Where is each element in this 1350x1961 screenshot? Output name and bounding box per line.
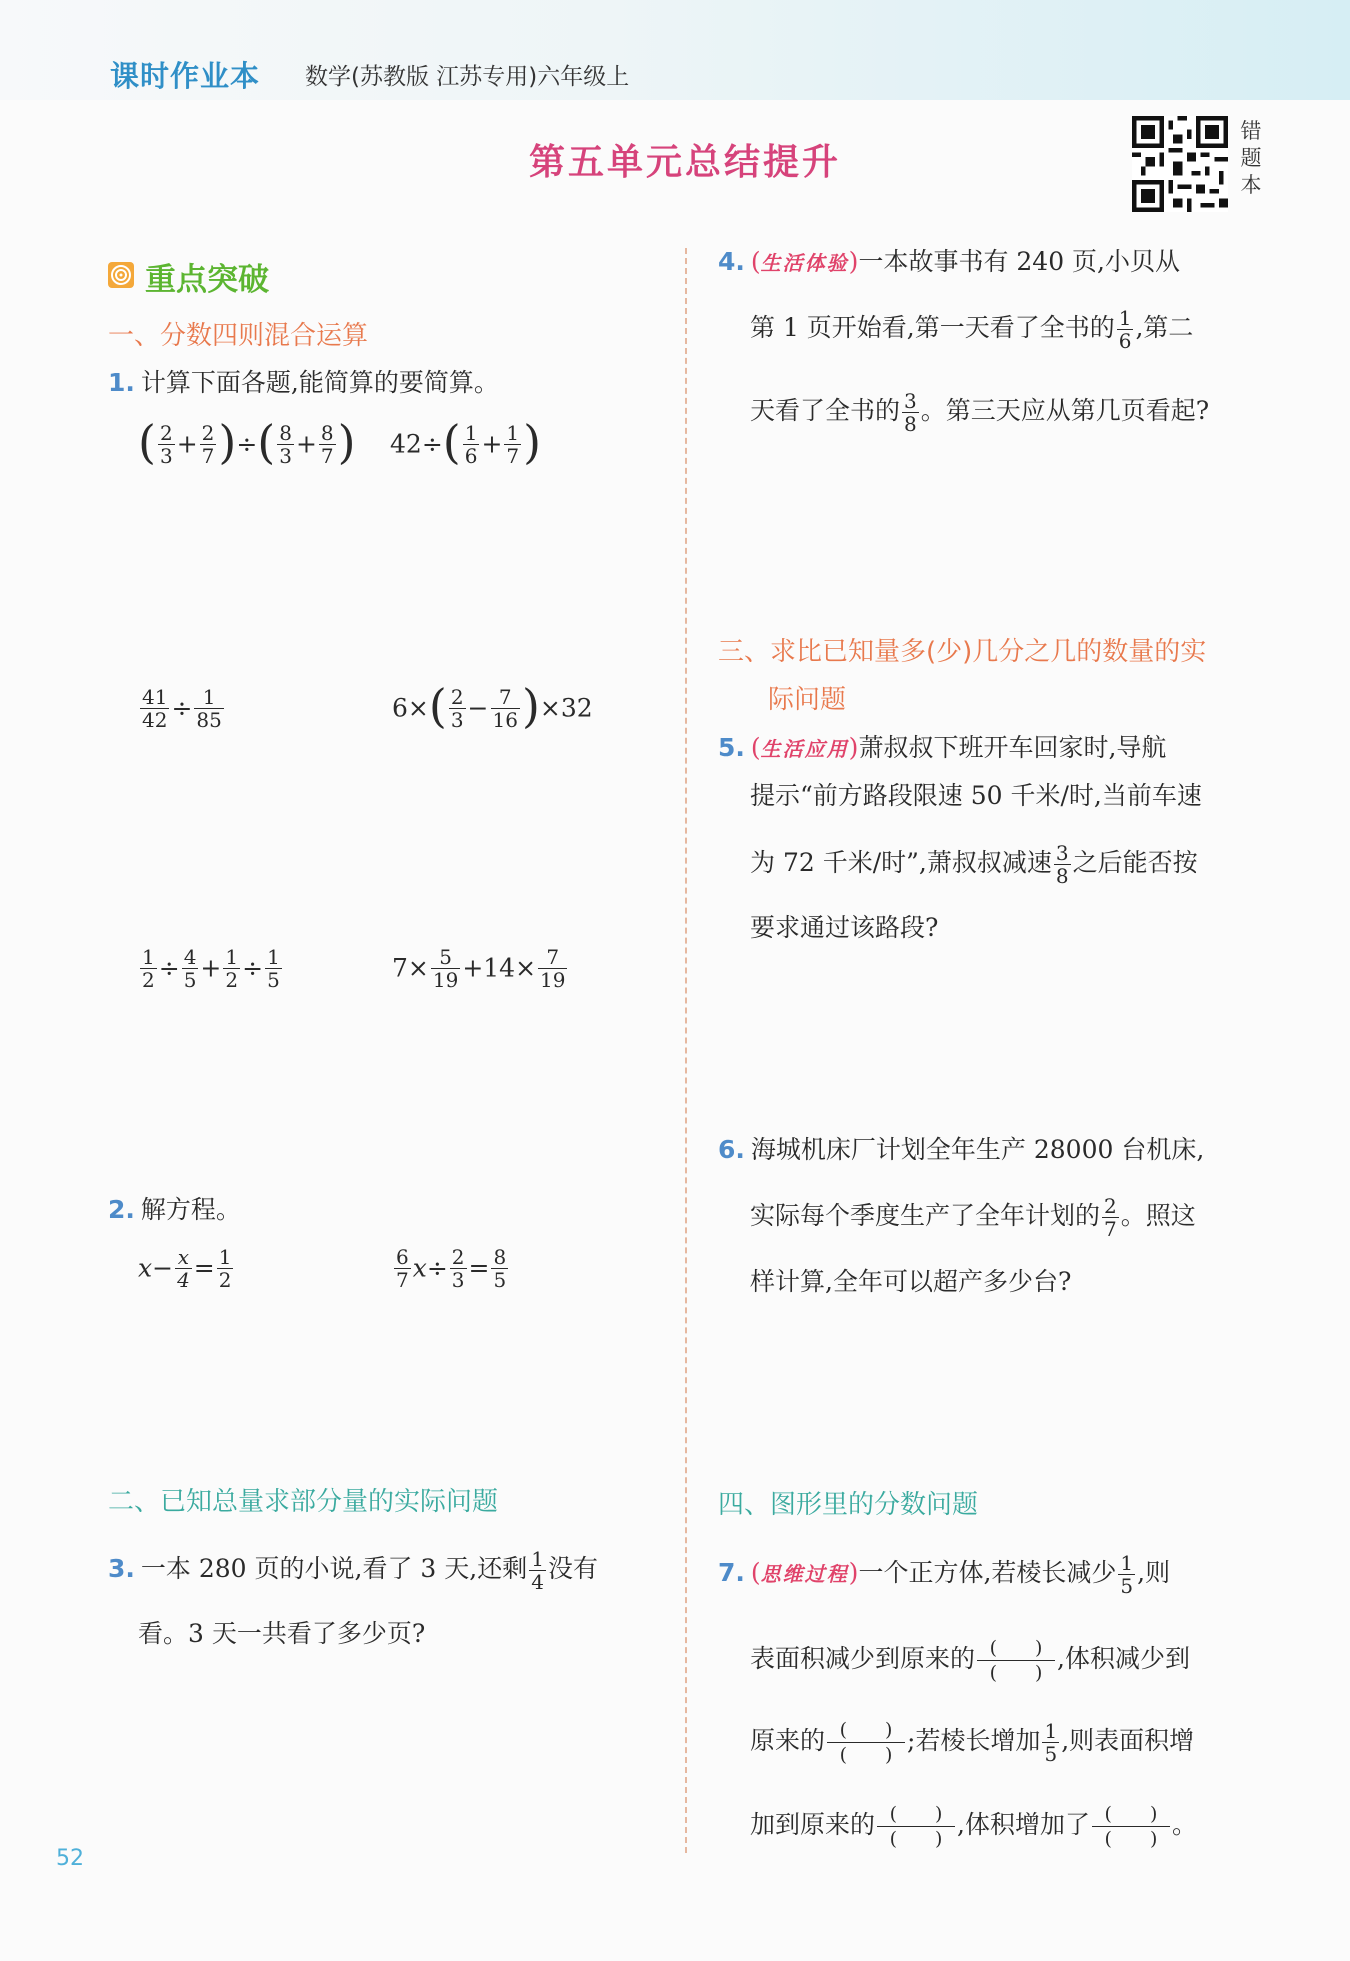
math-token: × xyxy=(407,693,429,723)
question-6-line-2 xyxy=(750,1195,1196,1240)
math-token: 8 xyxy=(279,421,292,445)
math-token: x xyxy=(412,1253,427,1283)
fraction xyxy=(223,946,240,991)
subsection-2-heading: 二、已知总量求部分量的实际问题 xyxy=(108,1487,499,1517)
math-token: 7 xyxy=(1104,1217,1117,1241)
math-token: 7 xyxy=(538,946,567,969)
question-1 xyxy=(108,363,499,403)
math-token: 1 xyxy=(142,945,155,969)
math-token: 加到原来的 xyxy=(750,1810,876,1839)
math-token: 1 xyxy=(194,686,223,709)
math-token: 6 xyxy=(392,693,408,723)
expression-1c xyxy=(138,686,226,731)
expression-1b xyxy=(390,414,542,469)
math-token: 3 xyxy=(904,389,917,413)
section-title: 重点突破 xyxy=(145,262,269,298)
math-token: 6 xyxy=(464,444,478,468)
tag-thinking-process: 思维过程 xyxy=(760,1562,849,1586)
math-token: 。第三天应从第几页看起? xyxy=(920,396,1210,425)
equation-2b xyxy=(392,1246,510,1291)
question-3-line-2: 看。3 天一共看了多少页? xyxy=(138,1619,426,1648)
math-token: ) xyxy=(218,414,237,469)
question-5-line-1 xyxy=(718,728,1166,769)
math-token: 2 xyxy=(225,968,239,992)
math-token: 7 xyxy=(392,953,408,983)
math-token: 计算下面各题,能简算的要简算。 xyxy=(140,368,499,397)
math-token: ) xyxy=(848,247,859,276)
fraction xyxy=(529,1548,546,1593)
math-token: ÷ xyxy=(236,429,258,459)
question-7-line-3 xyxy=(750,1718,1194,1767)
math-token: 3. xyxy=(108,1554,135,1583)
math-token: ,则表面积增 xyxy=(1061,1726,1195,1755)
math-token: ( xyxy=(750,247,761,276)
math-token: 14 xyxy=(483,953,516,983)
math-token: 5 xyxy=(1120,1574,1134,1598)
fraction xyxy=(217,1246,234,1291)
question-7-line-2 xyxy=(750,1636,1190,1685)
math-token: ÷ xyxy=(171,693,193,723)
subsection-3-heading: 三、求比已知量多(少)几分之几的数量的实 xyxy=(718,637,1207,667)
math-token: 原来的 xyxy=(750,1726,826,1755)
fraction xyxy=(1117,307,1134,352)
tag-life-experience: 生活体验 xyxy=(760,251,849,275)
math-token: 一本 280 页的小说,看了 3 天,还剩 xyxy=(140,1554,528,1583)
math-token: 8 xyxy=(904,412,917,436)
math-token: 4 xyxy=(531,1570,544,1594)
fraction xyxy=(265,946,282,991)
math-token: 1. xyxy=(108,368,135,397)
math-token: 解方程。 xyxy=(140,1195,241,1224)
math-token: 19 xyxy=(540,968,566,992)
subject-label: 数学(苏教版 江苏专用)六年级上 xyxy=(305,64,630,90)
math-token: 2 xyxy=(142,968,155,992)
math-token: 2 xyxy=(218,1268,232,1292)
question-5-line-2: 提示“前方路段限速 50 千米/时,当前车速 xyxy=(750,781,1202,810)
math-token: 41 xyxy=(142,685,168,709)
answer-blank[interactable] xyxy=(827,1718,905,1767)
math-token: ÷ xyxy=(242,953,264,983)
math-token: = xyxy=(193,1253,215,1283)
fraction xyxy=(1118,1552,1135,1597)
column-divider xyxy=(685,248,687,1853)
math-token: 萧叔叔下班开车回家时,导航 xyxy=(858,733,1167,762)
fraction xyxy=(431,946,460,991)
fraction xyxy=(140,686,169,731)
math-token: 1 xyxy=(1118,306,1132,330)
math-token: 海城机床厂计划全年生产 28000 台机床, xyxy=(750,1135,1205,1164)
question-6-line-3: 样计算,全年可以超产多少台? xyxy=(750,1267,1072,1296)
fraction xyxy=(194,686,223,731)
math-token: ÷ xyxy=(426,1253,448,1283)
math-token: − xyxy=(467,693,489,723)
math-token: ) xyxy=(523,414,542,469)
math-token: ( ) xyxy=(839,1744,893,1766)
question-5-line-3 xyxy=(750,842,1198,887)
math-token: 6. xyxy=(718,1135,745,1164)
math-token: 1 xyxy=(218,1245,232,1269)
math-token: 1 xyxy=(1120,1551,1134,1575)
fraction xyxy=(491,1246,508,1291)
fraction xyxy=(319,422,336,467)
math-token: ( ) xyxy=(1104,1828,1158,1850)
math-token: ;若棱长增加 xyxy=(907,1726,1041,1755)
math-token: 7 xyxy=(320,444,334,468)
math-token: ) xyxy=(848,733,859,762)
math-token: ,第二 xyxy=(1135,313,1194,342)
math-token: 一本故事书有 240 页,小贝从 xyxy=(858,247,1180,276)
math-token: 7 xyxy=(396,1268,409,1292)
math-token: ( ) xyxy=(877,1802,955,1827)
math-token: ( xyxy=(442,414,461,469)
math-token: ( xyxy=(257,414,276,469)
math-token: 2 xyxy=(201,421,215,445)
math-token: 85 xyxy=(196,708,222,732)
math-token: 42 xyxy=(390,429,422,459)
subsection-4-heading: 四、图形里的分数问题 xyxy=(718,1490,979,1520)
question-7-line-1 xyxy=(718,1552,1170,1597)
math-token: 4. xyxy=(718,247,745,276)
fraction xyxy=(491,686,520,731)
math-token: 2. xyxy=(108,1195,135,1224)
math-token: 7 xyxy=(491,686,520,709)
math-token: 6 xyxy=(396,1245,409,1269)
math-token: ( ) xyxy=(977,1636,1055,1661)
math-token: − xyxy=(152,1253,174,1283)
math-token: ( xyxy=(138,414,156,469)
math-token: + xyxy=(295,429,317,459)
math-token: ) xyxy=(848,1558,859,1587)
math-token: 5 xyxy=(493,1268,507,1292)
math-token: 2 xyxy=(1104,1194,1117,1218)
math-token: + xyxy=(481,429,503,459)
math-token: 。照这 xyxy=(1120,1201,1196,1230)
math-token: 5 xyxy=(183,968,197,992)
question-2 xyxy=(108,1190,241,1230)
math-token: 2 xyxy=(159,421,173,445)
math-token: × xyxy=(407,953,429,983)
fraction xyxy=(175,1246,192,1291)
math-token: 3 xyxy=(159,444,173,468)
math-token: + xyxy=(200,953,222,983)
answer-blank[interactable] xyxy=(977,1636,1055,1685)
math-token: ( ) xyxy=(989,1662,1043,1684)
math-token: ( ) xyxy=(889,1828,943,1850)
question-4-line-2 xyxy=(750,307,1193,352)
math-token: ( xyxy=(750,1558,761,1587)
fraction xyxy=(140,946,157,991)
math-token: 没有 xyxy=(547,1554,598,1583)
answer-blank[interactable] xyxy=(877,1802,955,1851)
math-token: ,体积减少到 xyxy=(1057,1644,1190,1673)
math-token: x xyxy=(138,1253,153,1283)
expression-1f xyxy=(392,946,569,991)
qr-code-icon[interactable] xyxy=(1132,116,1228,212)
brand-title: 课时作业本 xyxy=(110,59,261,93)
math-token: 2 xyxy=(451,1245,465,1269)
math-token: 1 xyxy=(531,1547,544,1571)
math-token: 7 xyxy=(201,444,215,468)
math-token: 5 xyxy=(267,968,280,992)
math-token: 1 xyxy=(225,945,239,969)
math-token: 7 xyxy=(506,444,520,468)
math-token: ( ) xyxy=(1092,1802,1170,1827)
fraction xyxy=(450,1246,467,1291)
math-token: 3 xyxy=(1055,841,1069,865)
math-token: ) xyxy=(521,678,540,733)
math-token: 4 xyxy=(177,1268,190,1292)
subsection-1-heading: 一、分数四则混合运算 xyxy=(108,321,369,351)
subsection-3-heading-cont: 际问题 xyxy=(768,685,847,715)
math-token: 1 xyxy=(267,945,280,969)
math-token: 2 xyxy=(450,685,464,709)
fraction xyxy=(1042,1720,1059,1765)
page-number: 52 xyxy=(56,1846,84,1871)
tag-life-application: 生活应用 xyxy=(760,737,849,761)
math-token: x xyxy=(175,1246,192,1269)
math-token: 8 xyxy=(1055,864,1069,888)
expression-1d xyxy=(392,678,593,733)
math-token: ,体积增加了 xyxy=(957,1810,1090,1839)
math-token: 3 xyxy=(451,1268,465,1292)
math-token: 42 xyxy=(142,708,168,732)
math-token: ( ) xyxy=(827,1718,905,1743)
fraction xyxy=(394,1246,411,1291)
fraction xyxy=(504,422,521,467)
math-token: 5. xyxy=(718,733,745,762)
math-token: 5 xyxy=(1044,1742,1058,1766)
qr-label: 错 题 本 xyxy=(1240,119,1262,197)
math-token: 8 xyxy=(493,1245,507,1269)
fraction xyxy=(463,422,480,467)
math-token: 3 xyxy=(450,708,464,732)
math-token: 。 xyxy=(1171,1810,1197,1839)
math-token: 3 xyxy=(279,444,292,468)
equation-2a xyxy=(138,1246,235,1291)
math-token: ,则 xyxy=(1137,1558,1171,1587)
math-token: 为 72 千米/时”,萧叔叔减速 xyxy=(750,848,1052,877)
math-token: ( xyxy=(428,678,447,733)
math-token: 1 xyxy=(1044,1719,1058,1743)
math-token: 1 xyxy=(464,421,478,445)
section-spiral-icon xyxy=(108,262,134,288)
math-token: + xyxy=(176,429,198,459)
question-4-line-3 xyxy=(750,390,1209,435)
fraction xyxy=(449,686,466,731)
fraction xyxy=(1102,1195,1119,1240)
fraction xyxy=(158,422,175,467)
question-4-line-1 xyxy=(718,242,1180,283)
math-token: 1 xyxy=(506,421,520,445)
math-token: 19 xyxy=(432,968,459,992)
fraction xyxy=(200,422,217,467)
question-5-line-4: 要求通过该路段? xyxy=(750,913,939,942)
math-token: ÷ xyxy=(421,429,443,459)
fraction xyxy=(902,390,919,435)
math-token: 16 xyxy=(492,708,518,732)
answer-blank[interactable] xyxy=(1092,1802,1170,1851)
math-token: = xyxy=(468,1253,490,1283)
math-token: 4 xyxy=(183,945,197,969)
question-7-line-4 xyxy=(750,1802,1197,1851)
math-token: ÷ xyxy=(158,953,180,983)
expression-1a xyxy=(138,414,356,469)
math-token: 7. xyxy=(718,1558,745,1587)
math-token: 表面积减少到原来的 xyxy=(750,1644,976,1673)
question-3-line-1 xyxy=(108,1548,598,1593)
math-token: 之后能否按 xyxy=(1072,848,1198,877)
expression-1e xyxy=(138,946,284,991)
math-token: 第 1 页开始看,第一天看了全书的 xyxy=(750,313,1115,342)
math-token: 实际每个季度生产了全年计划的 xyxy=(750,1201,1101,1230)
math-token: 一个正方体,若棱长减少 xyxy=(858,1558,1117,1587)
fraction xyxy=(182,946,199,991)
math-token: 6 xyxy=(1118,329,1132,353)
fraction xyxy=(538,946,567,991)
math-token: 天看了全书的 xyxy=(750,396,901,425)
fraction xyxy=(1054,842,1071,887)
math-token: 5 xyxy=(431,946,460,969)
page-title: 第五单元总结提升 xyxy=(528,142,841,183)
math-token: 32 xyxy=(560,693,593,723)
math-token: ( xyxy=(750,733,761,762)
math-token: × xyxy=(515,953,537,983)
math-token: × xyxy=(539,693,561,723)
fraction xyxy=(277,422,294,467)
math-token: + xyxy=(462,953,484,983)
question-6-line-1 xyxy=(718,1130,1204,1170)
math-token: 8 xyxy=(320,421,334,445)
math-token: ) xyxy=(337,414,356,469)
